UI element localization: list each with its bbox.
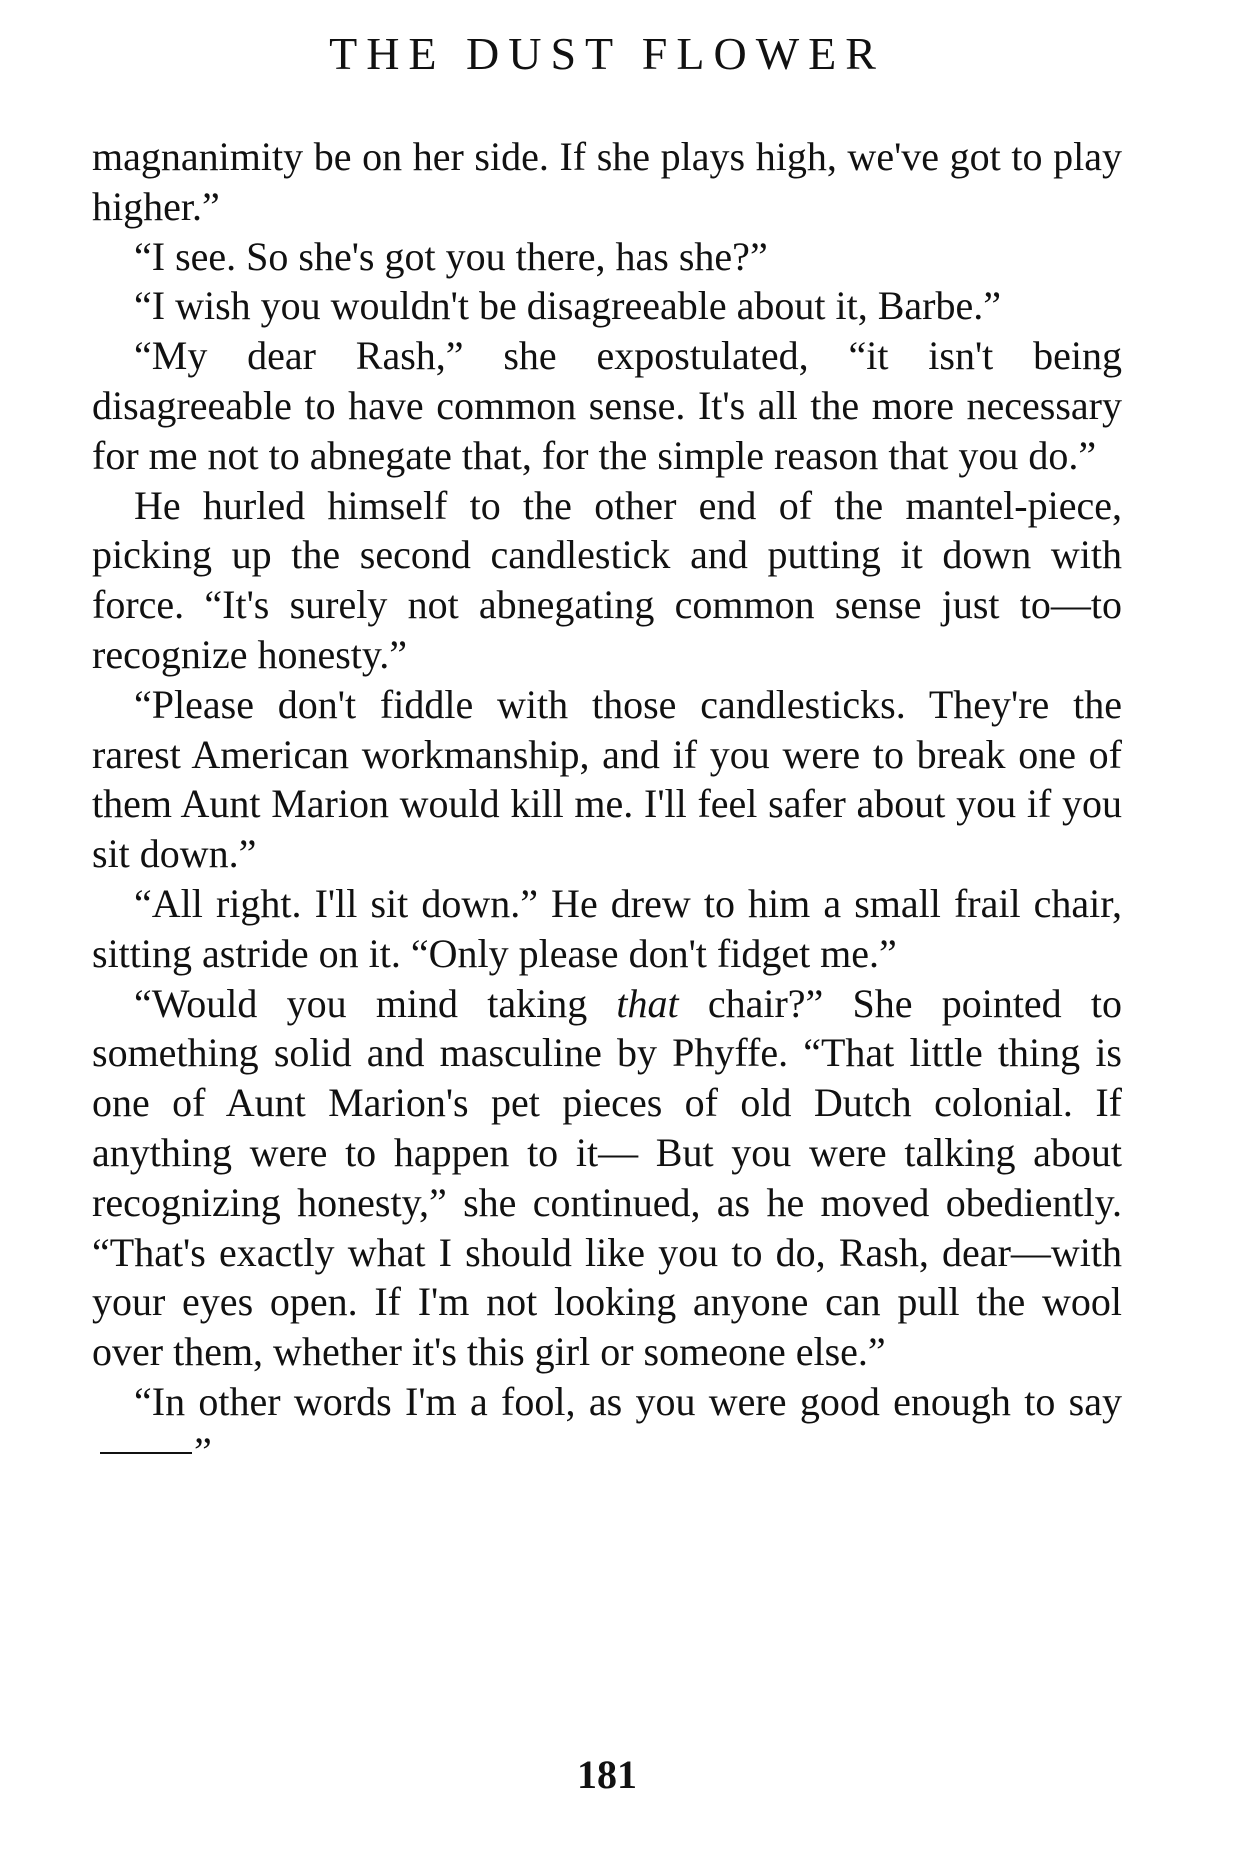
emphasis-word: that (616, 980, 679, 1026)
paragraph: “My dear Rash,” she expostulated, “it isn't being disagreeable to have common sense. It's all the more necessary for me not to abnegate that, for the simple reason that you do.” (92, 333, 1122, 478)
paragraph-text-after: chair?” She pointed to something solid and masculine by Phyffe. “That little thing is one of Aunt Marion's pet pieces of old Dutch colonial. If anything were to happen to it— But you were talking about recognizing honesty,” she continued, as he moved obediently. “That's exactly what I should like you to do, Rash, dear—with your eyes open. If I'm not looking anyone can pull the wool over them, whether it's this girl or someone else.” (92, 980, 1122, 1375)
running-head: THE DUST FLOWER (329, 28, 885, 79)
paragraph: “Please don't fiddle with those candlesticks. They're the rarest American workmanship, and if you were to break one of them Aunt Marion would kill me. I'll feel safer about you if you sit down.” (92, 681, 1122, 877)
body-text (92, 132, 1122, 1477)
paragraph-text-before: “Would you mind taking (134, 980, 617, 1026)
page-number: 181 (577, 1752, 637, 1797)
paragraph-text: “In other words I'm a fool, as you were good enough to say (134, 1378, 1122, 1424)
closing-quote: ” (194, 1428, 212, 1474)
paragraph: “I wish you wouldn't be disagreeable about it, Barbe.” (134, 283, 1001, 329)
paragraph-final (92, 1377, 1122, 1477)
paragraph: He hurled himself to the other end of the mantel-piece, picking up the second candlestick and putting it down with force. “It's surely not abnegating common sense just to—to recognize honesty.” (92, 482, 1122, 677)
paragraph-with-emphasis (92, 979, 1122, 1377)
paragraph: “I see. So she's got you there, has she?” (134, 233, 768, 279)
book-page (92, 0, 1122, 1869)
em-dash-rule (100, 1452, 192, 1454)
paragraph: “All right. I'll sit down.” He drew to him a small frail chair, sitting astride on it. “Only please don't fidget me.” (92, 880, 1122, 976)
paragraph-continued: magnanimity be on her side. If she plays high, we've got to play higher.” (92, 134, 1122, 229)
